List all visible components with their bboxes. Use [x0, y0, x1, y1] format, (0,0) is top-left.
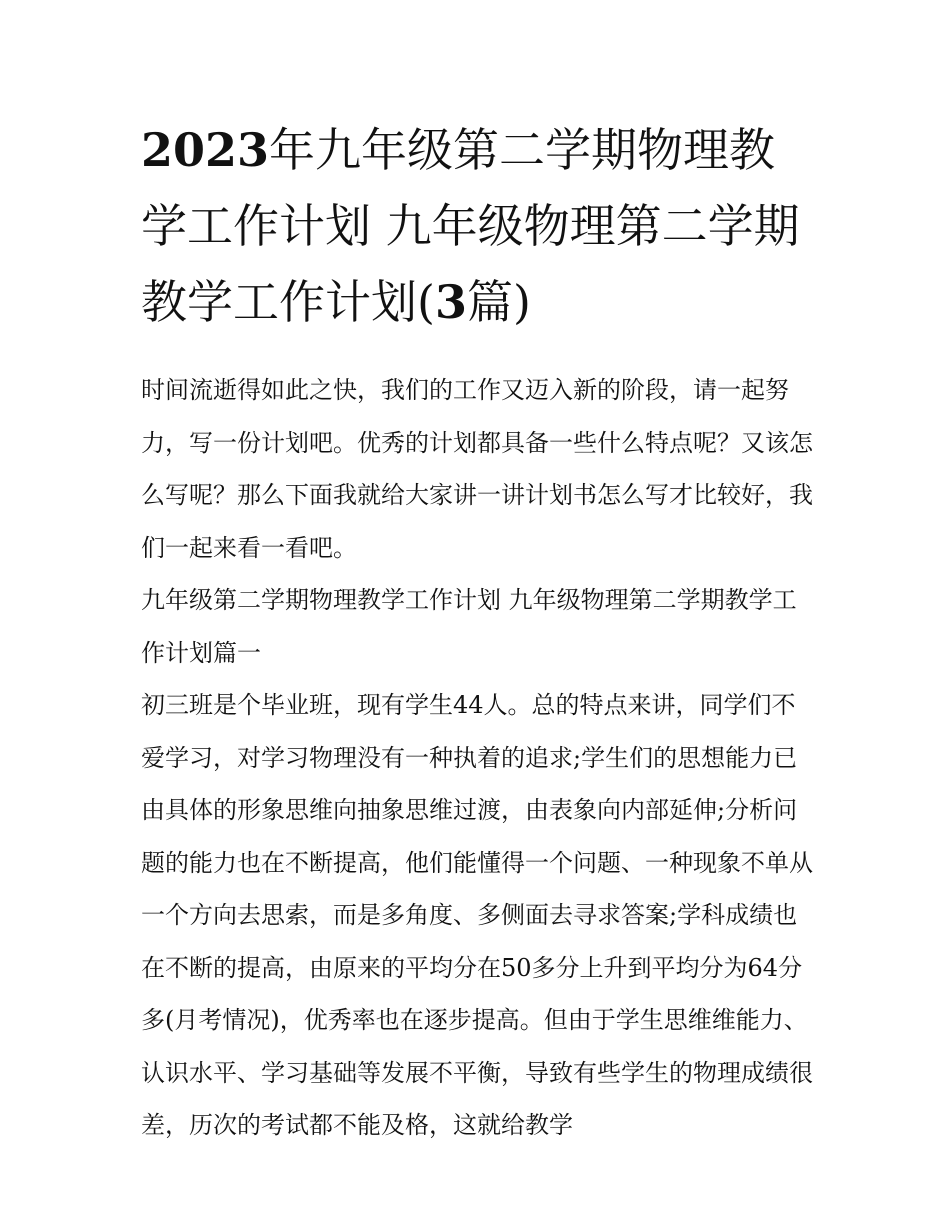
body-paragraph: 初三班是个毕业班，现有学生44人。总的特点来讲，同学们不爱学习，对学习物理没有一种执着的追求;学生们的思想能力已由具体的形象思维向抽象思维过渡，由表象向内部延伸;分析问题的能力也在不断提高，他们能懂得一个问题、一种现象不单从一个方向去思索，而是多角度、多侧面去寻求答案;学科成绩也在不断的提高，由原来的平均分在50多分上升到平均分为64分多(月考情况)，优秀率也在逐步提高。但由于学生思维维能力、认识水平、学习基础等发展不平衡，导致有些学生的物理成绩很差，历次的考试都不能及格，这就给教学 — [141, 691, 813, 1139]
section-heading: 九年级第二学期物理教学工作计划 九年级物理第二学期教学工作计划篇一 — [141, 586, 797, 667]
title-count: 3 — [434, 275, 467, 329]
title-suffix: 篇) — [466, 275, 531, 329]
document-body — [141, 112, 816, 1152]
title-year: 2023 — [141, 123, 270, 177]
document-title — [141, 112, 816, 340]
intro-paragraph: 时间流逝得如此之快，我们的工作又迈入新的阶段，请一起努力，写一份计划吧。优秀的计划都具备一些什么特点呢？又该怎么写呢？那么下面我就给大家讲一讲计划书怎么写才比较好，我们一起来看一看吧。 — [141, 376, 813, 562]
title-text: 年九年级第二学期物理教学工作计划 九年级物理第二学期教学工作计划( — [141, 123, 800, 329]
